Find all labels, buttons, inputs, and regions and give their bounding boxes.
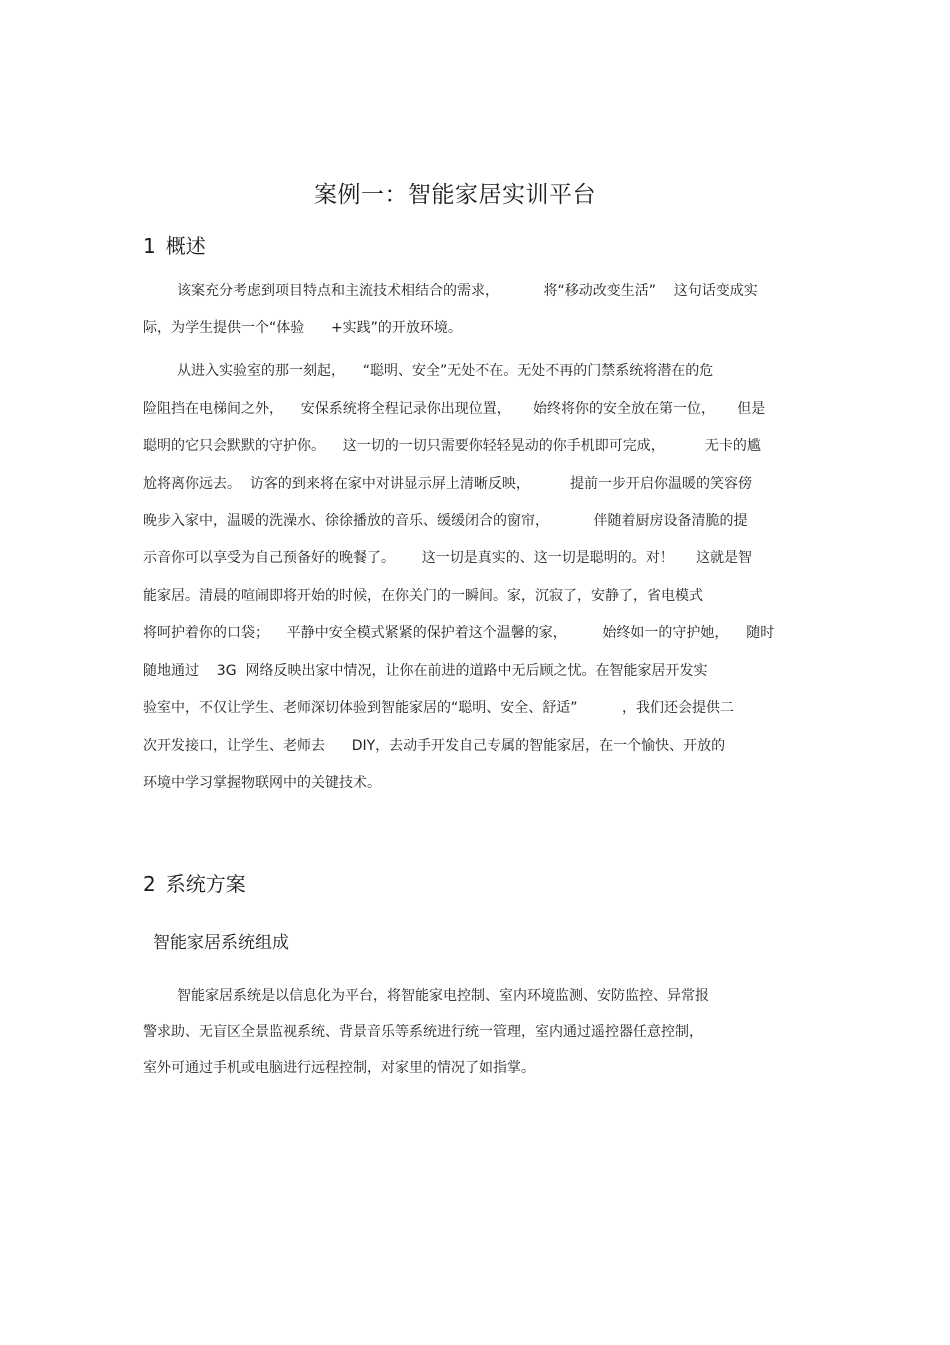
section-1-para-2-line-2: 险阻挡在电梯间之外， 安保系统将全程记录你出现位置， 始终将你的安全放在第一位， 但是 bbox=[143, 401, 766, 417]
section-1-para-1-line-2: 际，为学生提供一个“体验 +实践”的开放环境。 bbox=[143, 320, 462, 336]
section-1-para-2-line-7: 能家居。清晨的喧闹即将开始的时候，在你关门的一瞬间。家，沉寂了，安静了，省电模式 bbox=[143, 588, 703, 604]
section-1-para-2-line-6: 示音你可以享受为自己预备好的晚餐了。 这一切是真实的、这一切是聪明的。对！ 这就是智 bbox=[143, 550, 752, 566]
section-2-heading bbox=[143, 868, 246, 897]
section-2-title: 系统方案 bbox=[165, 872, 246, 896]
section-1-title: 概述 bbox=[165, 234, 206, 258]
document-title: 案例一：智能家居实训平台 bbox=[314, 182, 596, 208]
section-1-para-2-line-12: 环境中学习掌握物联网中的关键技术。 bbox=[143, 775, 381, 791]
section-2-para-1-line-1: 智能家居系统是以信息化为平台，将智能家电控制、室内环境监测、安防监控、异常报 bbox=[177, 988, 709, 1004]
section-1-para-2-line-1: 从进入实验室的那一刻起， “聪明、安全”无处不在。无处不再的门禁系统将潜在的危 bbox=[177, 363, 714, 379]
section-1-para-2-line-3: 聪明的它只会默默的守护你。 这一切的一切只需要你轻轻晃动的你手机即可完成， 无卡的尴 bbox=[143, 438, 761, 454]
section-1-para-2-line-9: 随地通过 3G 网络反映出家中情况，让你在前进的道路中无后顾之忧。在智能家居开发实 bbox=[143, 663, 708, 679]
section-1-heading bbox=[143, 230, 206, 259]
section-1-para-2-line-8: 将呵护着你的口袋； 平静中安全模式紧紧的保护着这个温馨的家， 始终如一的守护她， 随时 bbox=[143, 625, 775, 641]
section-1-number: 1 bbox=[143, 234, 156, 258]
section-2-subheading: 智能家居系统组成 bbox=[153, 933, 289, 953]
section-2-para-1-line-3: 室外可通过手机或电脑进行远程控制，对家里的情况了如指掌。 bbox=[143, 1060, 535, 1076]
section-2-para-1-line-2: 警求助、无盲区全景监视系统、背景音乐等系统进行统一管理，室内通过遥控器任意控制， bbox=[143, 1024, 703, 1040]
section-2-number: 2 bbox=[143, 872, 156, 896]
section-1-para-2-line-11: 次开发接口，让学生、老师去 DIY，去动手开发自己专属的智能家居，在一个愉快、开放的 bbox=[143, 738, 726, 754]
section-1-para-2-line-10: 验室中，不仅让学生、老师深切体验到智能家居的“聪明、安全、舒适” ，我们还会提供二 bbox=[143, 700, 735, 716]
section-1-para-2-line-4: 尬将离你远去。 访客的到来将在家中对讲显示屏上清晰反映， 提前一步开启你温暖的笑容傍 bbox=[143, 476, 752, 492]
section-1-para-1-line-1: 该案充分考虑到项目特点和主流技术相结合的需求， 将“移动改变生活” 这句话变成实 bbox=[177, 283, 758, 299]
section-1-para-2-line-5: 晚步入家中，温暖的洗澡水、徐徐播放的音乐、缓缓闭合的窗帘， 伴随着厨房设备清脆的提 bbox=[143, 513, 748, 529]
